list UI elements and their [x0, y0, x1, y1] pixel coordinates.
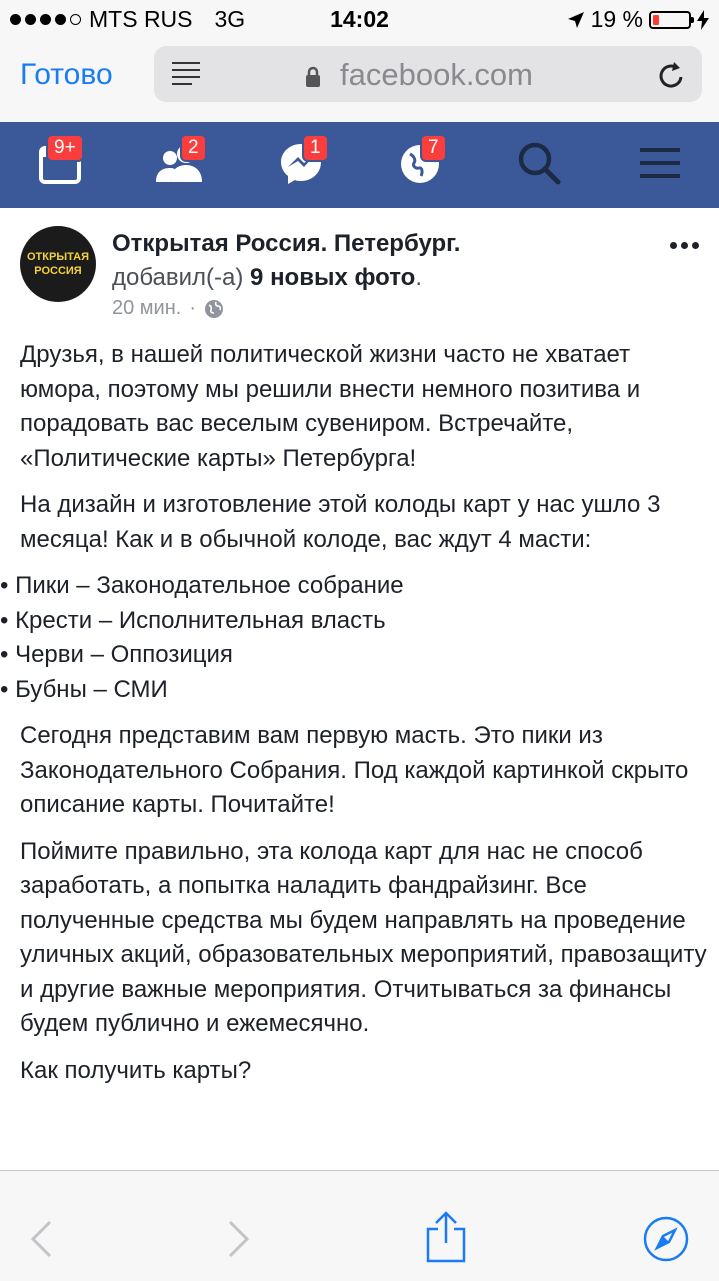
post-action [112, 264, 422, 292]
menu-icon [638, 140, 684, 186]
post-action-photos-link[interactable]: 9 новых фото [250, 264, 416, 291]
post-body [0, 338, 710, 1100]
carrier-name: MTS RUS [89, 6, 193, 32]
post-meta-separator: · [189, 297, 196, 319]
done-button[interactable]: Готово [20, 58, 113, 91]
status-right [567, 6, 709, 33]
list-item: • Черви – Оппозиция [0, 641, 233, 668]
post-paragraph: На дизайн и изготовление этой колоды карт у нас ушло 3 месяца! Как и в обычной колоде, вас ждут 4 масти: [20, 491, 661, 553]
avatar-text-2: РОССИЯ [34, 265, 82, 277]
battery-percent: 19 % [590, 6, 643, 32]
messenger-tab[interactable] [278, 137, 324, 186]
charging-icon [697, 10, 709, 30]
friends-badge: 2 [180, 134, 207, 162]
avatar[interactable] [20, 226, 96, 302]
back-icon[interactable] [28, 1219, 54, 1259]
more-options-button[interactable] [670, 242, 699, 249]
url-text: facebook.com [340, 57, 533, 92]
url-field[interactable] [154, 46, 702, 102]
location-arrow-icon [567, 11, 585, 29]
browser-toolbar [0, 1170, 719, 1281]
more-dot-icon [681, 242, 688, 249]
post-paragraph: Поймите правильно, эта колода карт для нас не способ заработать, а попытка наладить фандрайзинг. Все полученные средства мы будем направлять на проведение уличных акций, образовательных мероприятий, правозащиту и другие важные мероприятия. Отчитываться за финансы будем публично и ежемесячно. [20, 837, 707, 1037]
post-paragraph: Друзья, в нашей политической жизни часто не хватает юмора, поэтому мы решили внести немного позитива и порадовать вас веселым сувениром. Встречайте, «Политические карты» Петербурга! [20, 341, 641, 472]
post [0, 208, 719, 1170]
post-paragraph: Как получить карты? [20, 1056, 252, 1084]
lock-icon [304, 66, 322, 88]
post-action-prefix: добавил(-а) [112, 264, 251, 291]
share-icon[interactable] [424, 1211, 468, 1263]
browser-address-bar [0, 40, 719, 122]
search-tab[interactable] [516, 140, 562, 186]
post-author[interactable]: Открытая Россия. Петербург. [112, 230, 461, 257]
menu-tab[interactable] [638, 140, 684, 186]
list-item: • Крести – Исполнительная власть [0, 606, 386, 634]
post-meta [112, 297, 224, 320]
status-bar [0, 0, 719, 40]
post-paragraph: Сегодня представим вам первую масть. Это пики из Законодательного Собрания. Под каждой картинкой скрыто описание карты. Почитайте! [20, 722, 689, 818]
facebook-nav-bar [0, 122, 719, 209]
list-item: • Пики – Законодательное собрание [0, 572, 404, 599]
compass-icon[interactable] [642, 1215, 690, 1263]
more-dot-icon [692, 242, 699, 249]
messages-badge: 1 [302, 134, 329, 162]
globe-privacy-icon [204, 299, 224, 319]
news-feed-tab[interactable] [38, 137, 84, 186]
notifications-tab[interactable] [398, 137, 444, 186]
forward-icon[interactable] [226, 1219, 252, 1259]
list-item: • Бубны – СМИ [0, 675, 168, 703]
reader-icon[interactable] [172, 62, 200, 90]
network-type: 3G [214, 6, 246, 32]
avatar-text-1: ОТКРЫТАЯ [27, 251, 89, 263]
post-action-suffix: . [415, 264, 422, 291]
battery-icon [649, 11, 691, 29]
post-time[interactable]: 20 мин. [112, 297, 182, 319]
suit-list [0, 569, 710, 707]
reload-icon[interactable] [658, 60, 686, 90]
clock: 14:02 [330, 6, 389, 32]
feed-badge: 9+ [46, 134, 84, 162]
friends-tab[interactable] [156, 137, 202, 186]
search-icon [516, 140, 562, 186]
notifications-badge: 7 [420, 134, 447, 162]
more-dot-icon [670, 242, 677, 249]
